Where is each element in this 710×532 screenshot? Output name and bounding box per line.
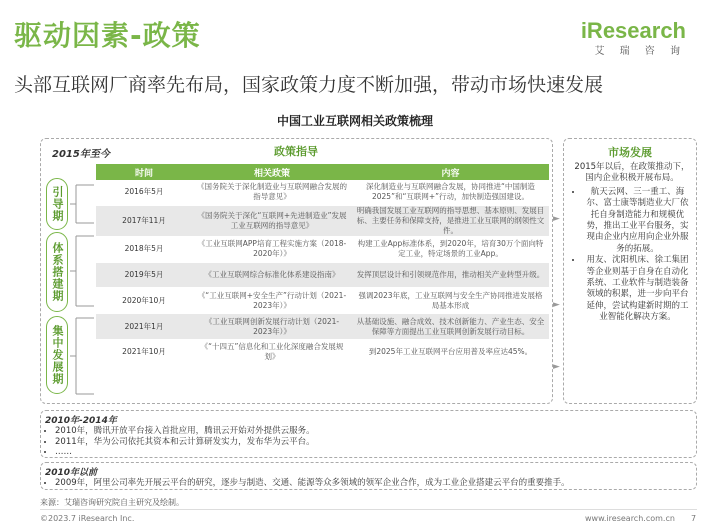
history-list (41, 478, 696, 489)
stage-concentrated-development (46, 316, 68, 394)
market-bullet: • 用友、沈阳机床、徐工集团等企业则基于自身在自动化系统、工业软件与制造装备领域的积累，进一步向平台延伸，尝试构建新时期的工业智能化解决方案。 (583, 255, 692, 323)
stage-label: 引导期 (51, 186, 64, 222)
cell-content: 构建工业App标准体系，到2020年，培育30万个面向特定工业，特定场景的工业App。 (352, 236, 549, 262)
page-number: 7 (691, 514, 697, 523)
stage-bracket (68, 314, 96, 398)
table-row (96, 180, 549, 205)
market-description (572, 162, 692, 324)
history-box-2010-2014 (40, 410, 697, 458)
cell-policy: 《国务院关于深化制造业与互联网融合发展的指导意见》 (192, 180, 352, 205)
stage-guidance (46, 178, 68, 230)
market-intro: 2015年以后，在政策推动下，国内企业积极开展布局。 (574, 162, 690, 184)
website-link[interactable]: www.iresearch.com.cn (585, 514, 675, 523)
cell-time: 2021年1月 (96, 314, 192, 340)
history-item: • 2011年，华为公司依托其资本和云计算研发实力，发布华为云平台。 (55, 437, 696, 448)
copyright: ©2023.7 iResearch Inc. (40, 514, 135, 523)
table-row (96, 288, 549, 314)
column-header: 相关政策 (192, 164, 352, 180)
arrow-right-icon: ► (553, 300, 560, 310)
table-row (96, 236, 549, 262)
cell-content: 到2025年工业互联网平台应用普及率应达45%。 (352, 339, 549, 365)
cell-content: 从基础设施、融合成效、技术创新能力、产业生态、安全保障等方面提出工业互联网创新发展行动目标。 (352, 314, 549, 340)
arrow-right-icon: ► (553, 214, 560, 224)
history-item: • 2010年，腾讯开放平台接入首批应用，腾讯云开始对外提供云服务。 (55, 426, 696, 437)
footer-divider (40, 509, 697, 510)
market-bullet: • 航天云网、三一重工、海尔、富士康等制造业大厂依托自身制造能力和规模优势，推出工业平台服务，实现由企业内应用向企业外服务的拓展。 (583, 187, 692, 255)
brand-cn: 艾 瑞 咨 询 (594, 46, 686, 57)
history-period: 2010年以前 (45, 468, 98, 478)
table-row (96, 262, 549, 288)
column-header: 内容 (352, 164, 549, 180)
page-subtitle: 头部互联网厂商率先布局，国家政策力度不断加强，带动市场快速发展 (14, 74, 604, 96)
arrow-right-icon: ► (553, 362, 560, 372)
page-title: 驱动因素-政策 (14, 19, 201, 52)
policy-section-label: 政策指导 (274, 145, 318, 158)
cell-policy: 《国务院关于深化“互联网+先进制造业”发展工业互联网的指导意见》 (192, 205, 352, 236)
table-row (96, 205, 549, 236)
cell-time: 2018年5月 (96, 236, 192, 262)
brand-mark: iResearch (580, 18, 686, 43)
table-row (96, 339, 549, 365)
cell-content: 深化制造业与互联网融合发展，协同推进“中国制造2025”和“互联网+”行动，加快制造强国建设。 (352, 180, 549, 205)
period-label: 2015年至今 (52, 149, 110, 160)
stage-bracket (68, 232, 96, 310)
cell-time: 2017年11月 (96, 205, 192, 236)
cell-time: 2021年10月 (96, 339, 192, 365)
cell-content: 发挥顶层设计和引领规范作用，推动相关产业转型升级。 (352, 262, 549, 288)
cell-time: 2020年10月 (96, 288, 192, 314)
cell-policy: 《工业互联网创新发展行动计划（2021-2023年）》 (192, 314, 352, 340)
cell-content: 明确我国发展工业互联网的指导思想、基本原则、发展目标、主要任务和保障支持，是推进工业互联网的纲领性文件。 (352, 205, 549, 236)
history-period: 2010年-2014年 (45, 416, 117, 426)
history-box-before-2010 (40, 462, 697, 490)
brand-logo (581, 18, 686, 57)
cell-policy: 《“十四五”信息化和工业化深度融合发展规划》 (192, 339, 352, 365)
cell-time: 2016年5月 (96, 180, 192, 205)
source-note: 来源：艾瑞咨询研究院自主研究及绘制。 (40, 498, 184, 507)
cell-policy: 《工业互联网综合标准化体系建设指南》 (192, 262, 352, 288)
figure-title: 中国工业互联网相关政策梳理 (276, 114, 433, 128)
column-header: 时间 (96, 164, 192, 180)
cell-policy: 《工业互联网APP培育工程实施方案（2018-2020年）》 (192, 236, 352, 262)
history-item: • …… (55, 447, 696, 458)
table-row (96, 314, 549, 340)
history-item: • 2009年，阿里公司率先开展云平台的研究，逐步与制造、交通、能源等众多领域的领军企业合作，成为工业企业搭建云平台的重要推手。 (55, 478, 696, 489)
market-section-label: 市场发展 (608, 146, 652, 159)
stage-label: 集中发展期 (51, 325, 64, 385)
stage-system-building (46, 232, 68, 312)
stage-label: 体系搭建期 (51, 242, 64, 302)
cell-policy: 《“工业互联网+安全生产”行动计划（2021-2023年）》 (192, 288, 352, 314)
table-header-row (96, 164, 549, 180)
cell-time: 2019年5月 (96, 262, 192, 288)
stage-bracket (68, 181, 96, 227)
policy-table (96, 164, 549, 366)
cell-content: 强调2023年底，工业互联网与安全生产协同推进发展格局基本形成 (352, 288, 549, 314)
history-list (41, 426, 696, 458)
